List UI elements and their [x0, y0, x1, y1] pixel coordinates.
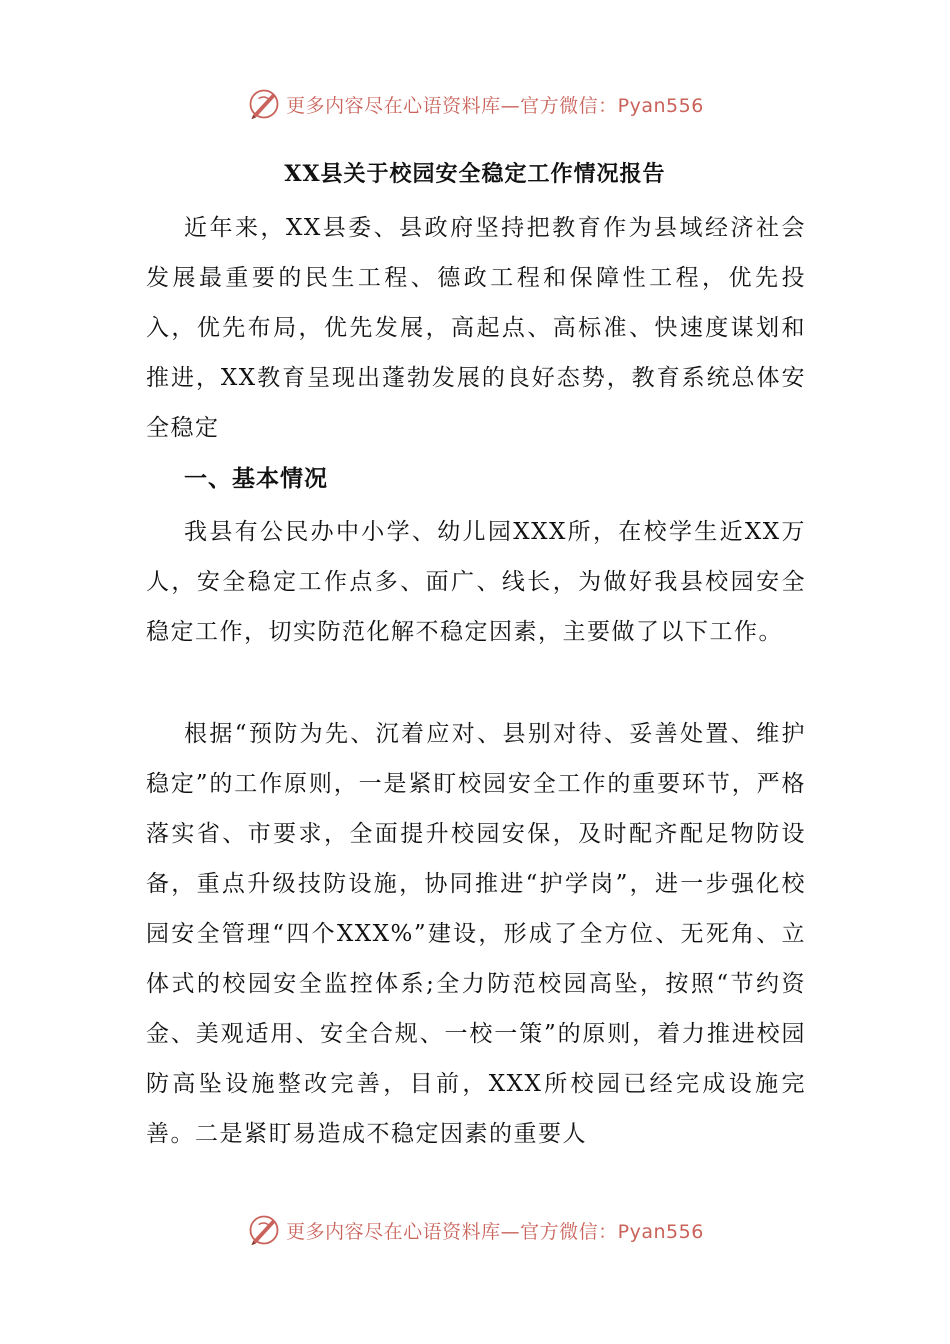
section-paragraph-1: 我县有公民办中小学、幼儿园XXX所，在校学生近XX万人，安全稳定工作点多、面广、线长，为做好我县校园安全稳定工作，切实防范化解不稳定因素，主要做了以下工作。	[146, 519, 806, 645]
footer-banner	[0, 1208, 950, 1252]
header-banner-text: 更多内容尽在心语资料库—官方微信：Pyan556	[286, 94, 704, 117]
footer-banner-text: 更多内容尽在心语资料库—官方微信：Pyan556	[286, 1220, 704, 1243]
section-heading: 一、基本情况	[184, 465, 328, 492]
page-title: XX县关于校园安全稳定工作情况报告	[284, 161, 666, 187]
intro-paragraph: 近年来，XX县委、县政府坚持把教育作为县域经济社会发展最重要的民生工程、德政工程和保障性工程，优先投入，优先布局，优先发展，高起点、高标准、快速度谋划和推进，XX教育呈现出蓬勃发展的良好态势，教育系统总体安全稳定	[146, 215, 806, 441]
pen-logo-icon	[246, 1212, 282, 1248]
header-banner	[0, 82, 950, 126]
pen-logo-icon	[246, 86, 282, 122]
section-paragraph-2: 根据“预防为先、沉着应对、县别对待、妥善处置、维护稳定”的工作原则，一是紧盯校园安全工作的重要环节，严格落实省、市要求，全面提升校园安保，及时配齐配足物防设备，重点升级技防设施，协同推进“护学岗”，进一步强化校园安全管理“四个XXX%”建设，形成了全方位、无死角、立体式的校园安全监控体系;全力防范校园高坠，按照“节约资金、美观适用、安全合规、一校一策”的原则，着力推进校园防高坠设施整改完善，目前，XXX所校园已经完成设施完善。二是紧盯易造成不稳定因素的重要人	[146, 721, 806, 1147]
header-banner-wechat-id: Pyan556	[617, 94, 704, 117]
footer-banner-wechat-id: Pyan556	[617, 1220, 704, 1243]
